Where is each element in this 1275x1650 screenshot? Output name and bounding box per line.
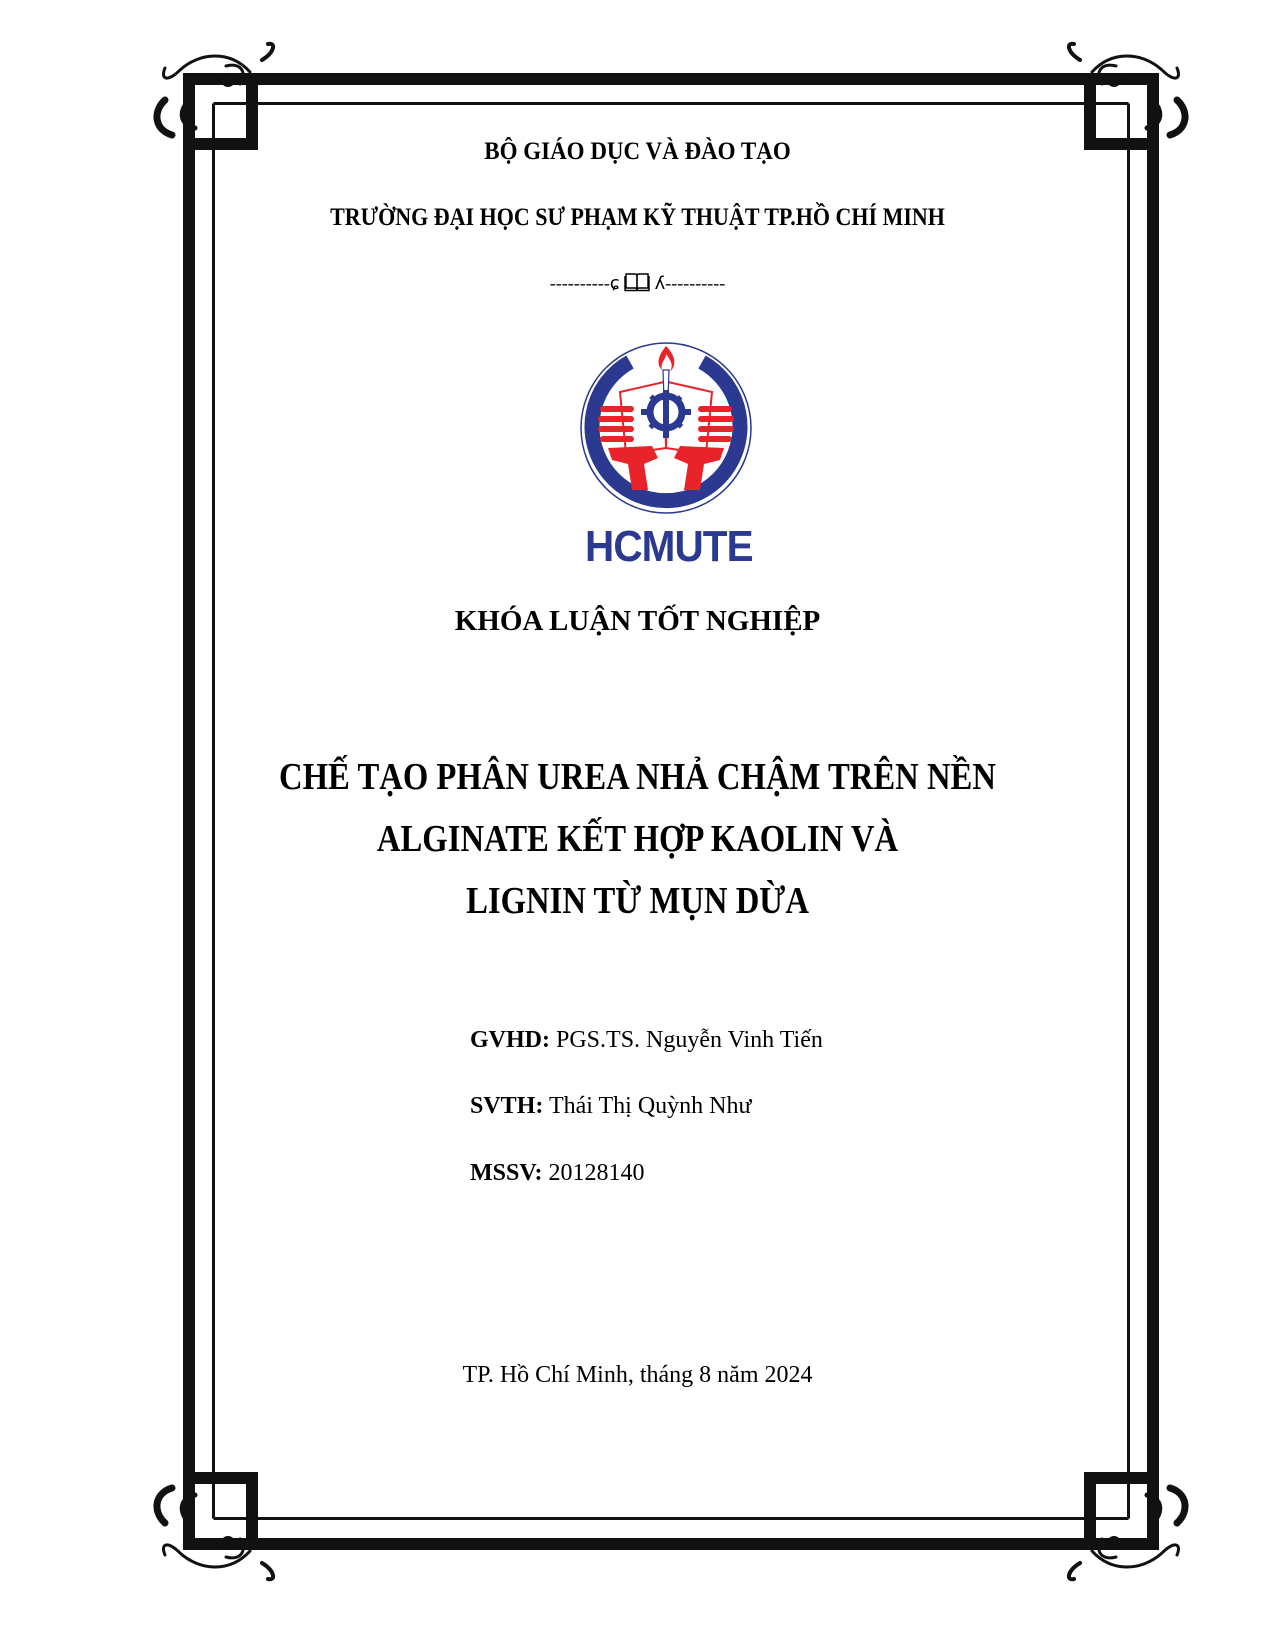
header-divider (0, 272, 1275, 294)
thesis-title-line-1: CHẾ TẠO PHÂN UREA NHẢ CHẬM TRÊN NỀN (279, 756, 996, 798)
place-date: TP. Hồ Chí Minh, tháng 8 năm 2024 (462, 1362, 813, 1388)
student-id-row (470, 1160, 644, 1187)
advisor-value: PGS.TS. Nguyễn Vinh Tiến (556, 1027, 823, 1053)
thesis-title-line-3: LIGNIN TỪ MỤN DỪA (466, 880, 809, 922)
ornament-left-icon: ɕ (609, 273, 620, 294)
university-logo (578, 340, 754, 516)
document-type: KHÓA LUẬN TỐT NGHIỆP (454, 605, 821, 637)
thesis-title-line-2: ALGINATE KẾT HỢP KAOLIN VÀ (376, 818, 899, 860)
advisor-label: GVHD: (470, 1027, 550, 1053)
divider-dashes-left: ---------- (549, 273, 610, 293)
divider-dashes-right: ---------- (665, 273, 726, 293)
student-label: SVTH: (470, 1093, 544, 1119)
student-value: Thái Thị Quỳnh Như (548, 1093, 752, 1119)
student-row (470, 1093, 751, 1120)
student-id-label: MSSV: (470, 1160, 543, 1186)
ornament-right-icon: ʎ (654, 273, 666, 294)
student-id-value: 20128140 (548, 1160, 645, 1186)
advisor-row (470, 1027, 823, 1054)
ministry-heading: BỘ GIÁO DỤC VÀ ĐÀO TẠO (484, 138, 791, 165)
open-book-icon (624, 273, 655, 293)
university-heading: TRƯỜNG ĐẠI HỌC SƯ PHẠM KỸ THUẬT TP.HỒ CHÍ MINH (330, 204, 945, 231)
logo-wordmark: HCMUTE (585, 522, 753, 571)
